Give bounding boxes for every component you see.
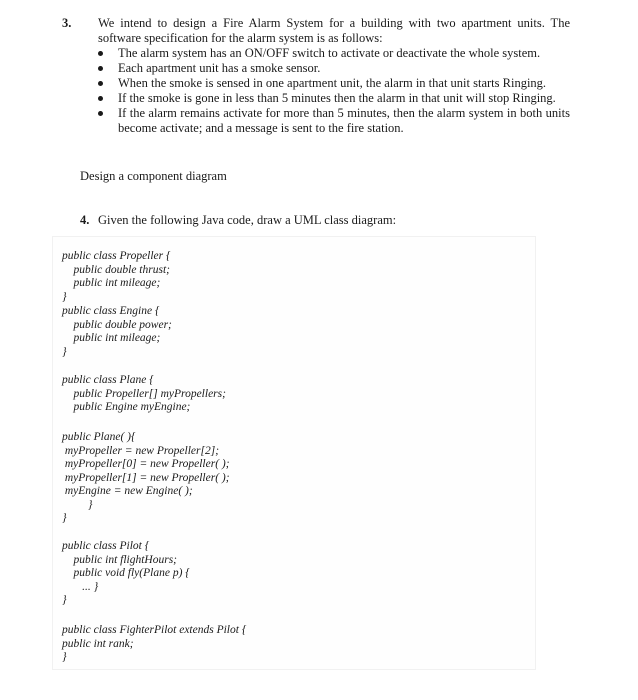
code-line: } bbox=[62, 512, 67, 524]
code-line: public Engine myEngine; bbox=[62, 401, 191, 413]
code-line: public int flightHours; bbox=[62, 553, 177, 566]
bullet-icon bbox=[98, 81, 103, 86]
code-block-pilot bbox=[62, 540, 190, 608]
code-line: } bbox=[62, 498, 93, 511]
code-line: public double thrust; bbox=[62, 263, 170, 276]
code-block-propeller bbox=[62, 250, 171, 304]
list-item: If the alarm remains activate for more than 5 minutes, then the alarm system in both units become activate; and a message is sent to the fire station. bbox=[118, 106, 570, 136]
bullet-icon bbox=[98, 111, 103, 116]
code-line: myEngine = new Engine( ); bbox=[62, 485, 193, 497]
list-item: The alarm system has an ON/OFF switch to activate or deactivate the whole system. bbox=[118, 46, 570, 61]
code-line: } bbox=[62, 651, 67, 663]
code-line: public Propeller[] myPropellers; bbox=[62, 387, 226, 400]
list-item: When the smoke is sensed in one apartment unit, the alarm in that unit starts Ringing. bbox=[118, 76, 570, 91]
code-block-fighter-pilot bbox=[62, 624, 246, 665]
question-4 bbox=[80, 213, 396, 228]
code-line: public void fly(Plane p) { bbox=[62, 567, 190, 579]
requirements-list bbox=[80, 46, 570, 136]
code-block-plane bbox=[62, 374, 226, 415]
code-line: } bbox=[62, 290, 67, 303]
question-3-text: We intend to design a Fire Alarm System for a building with two apartment units. The software specification for the alarm system is as follows: bbox=[98, 16, 570, 45]
bullet-icon bbox=[98, 51, 103, 56]
code-line: ... } bbox=[62, 580, 99, 593]
question-3-task: Design a component diagram bbox=[80, 169, 227, 183]
code-block-plane-constructor bbox=[62, 431, 230, 526]
code-line: myPropeller[1] = new Propeller( ); bbox=[62, 471, 230, 484]
question-3 bbox=[62, 16, 570, 136]
bullet-icon bbox=[98, 66, 103, 71]
question-4-number: 4. bbox=[80, 213, 90, 227]
question-4-text: Given the following Java code, draw a UML class diagram: bbox=[98, 213, 397, 227]
code-line: } bbox=[62, 594, 67, 606]
list-item: If the smoke is gone in less than 5 minutes then the alarm in that unit will stop Ringing. bbox=[118, 91, 570, 106]
code-line: public int rank; bbox=[62, 637, 134, 650]
code-line: public int mileage; bbox=[62, 332, 161, 344]
code-line: public class Engine { bbox=[62, 305, 160, 317]
code-line: } bbox=[62, 345, 67, 358]
bullet-icon bbox=[98, 96, 103, 101]
code-line: public Plane( ){ bbox=[62, 431, 136, 443]
code-line: myPropeller[0] = new Propeller( ); bbox=[62, 458, 230, 470]
code-line: public class FighterPilot extends Pilot { bbox=[62, 624, 247, 636]
list-item: Each apartment unit has a smoke sensor. bbox=[118, 61, 570, 76]
code-block-engine bbox=[62, 305, 172, 359]
question-3-number: 3. bbox=[62, 16, 72, 30]
code-line: public class Propeller { bbox=[62, 250, 171, 262]
code-line: public int mileage; bbox=[62, 277, 161, 289]
code-line: public double power; bbox=[62, 318, 172, 331]
code-line: myPropeller = new Propeller[2]; bbox=[62, 444, 220, 457]
question-3-intro bbox=[62, 16, 570, 46]
code-line: public class Pilot { bbox=[62, 540, 150, 552]
code-line: public class Plane { bbox=[62, 374, 154, 386]
